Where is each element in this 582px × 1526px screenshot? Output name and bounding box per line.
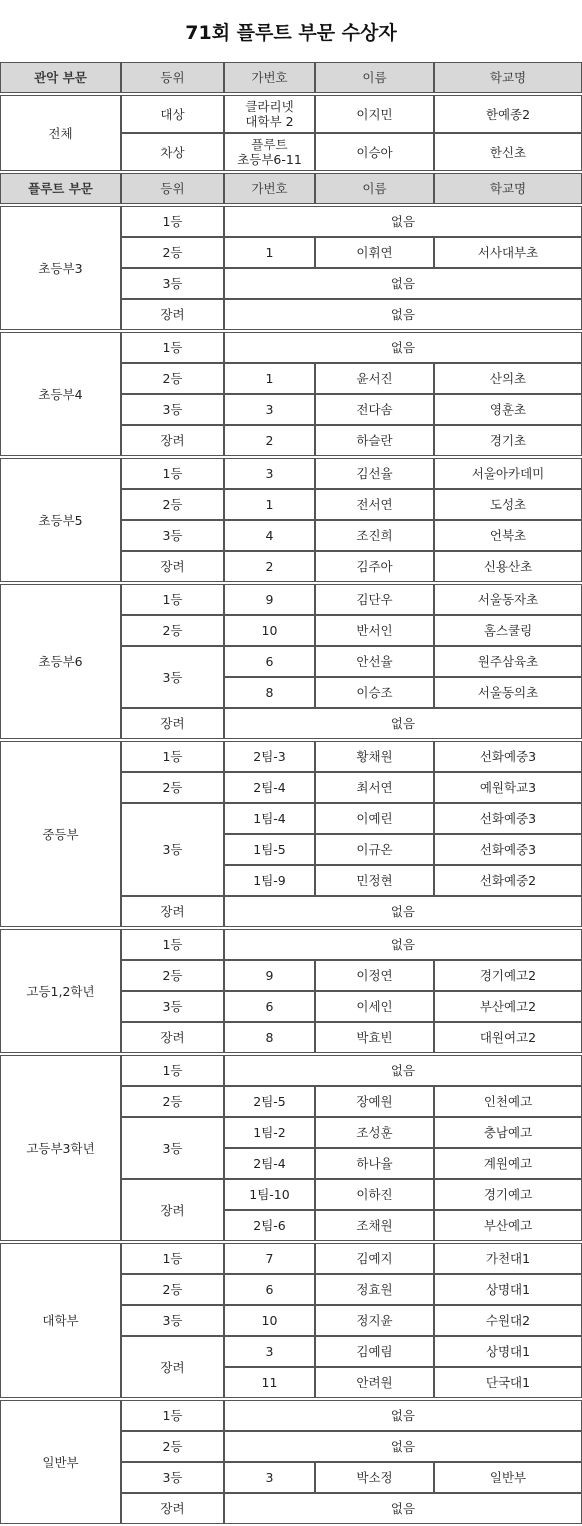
rank-cell: 1등 bbox=[121, 1243, 224, 1274]
table-row bbox=[0, 95, 582, 133]
rank-cell: 3등 bbox=[121, 991, 224, 1022]
table-row bbox=[0, 332, 582, 363]
rank-cell: 2등 bbox=[121, 363, 224, 394]
number-cell: 2팀-3 bbox=[224, 741, 315, 772]
school-cell: 도성초 bbox=[434, 489, 582, 520]
number-cell: 7 bbox=[224, 1243, 315, 1274]
name-cell: 김예림 bbox=[315, 1336, 434, 1367]
header-number: 가번호 bbox=[224, 62, 315, 93]
school-cell: 원주삼육초 bbox=[434, 646, 582, 677]
name-cell: 조채원 bbox=[315, 1210, 434, 1241]
name-cell: 이세인 bbox=[315, 991, 434, 1022]
rank-cell: 3등 bbox=[121, 646, 224, 708]
school-cell: 홈스쿨링 bbox=[434, 615, 582, 646]
number-cell: 10 bbox=[224, 615, 315, 646]
number-cell: 2팀-6 bbox=[224, 1210, 315, 1241]
rank-cell: 1등 bbox=[121, 1055, 224, 1086]
rank-cell: 3등 bbox=[121, 520, 224, 551]
category-cell: 대학부 bbox=[0, 1243, 121, 1398]
number-cell: 8 bbox=[224, 1022, 315, 1053]
none-cell: 없음 bbox=[224, 1431, 582, 1462]
school-cell: 신용산초 bbox=[434, 551, 582, 582]
number-cell: 8 bbox=[224, 677, 315, 708]
none-cell: 없음 bbox=[224, 1400, 582, 1431]
number-cell: 9 bbox=[224, 584, 315, 615]
school-cell: 서울동자초 bbox=[434, 584, 582, 615]
number-cell: 9 bbox=[224, 960, 315, 991]
number-cell: 3 bbox=[224, 1336, 315, 1367]
rank-cell: 대상 bbox=[121, 95, 224, 133]
number-cell: 2 bbox=[224, 551, 315, 582]
category-cell: 고등1,2학년 bbox=[0, 929, 121, 1053]
rank-cell: 장려 bbox=[121, 1179, 224, 1241]
name-cell: 최서연 bbox=[315, 772, 434, 803]
school-cell: 한예종2 bbox=[434, 95, 582, 133]
rank-cell: 1등 bbox=[121, 206, 224, 237]
rank-cell: 3등 bbox=[121, 268, 224, 299]
number-cell: 1 bbox=[224, 237, 315, 268]
school-cell: 인천예고 bbox=[434, 1086, 582, 1117]
number-cell: 3 bbox=[224, 1462, 315, 1493]
rank-cell: 1등 bbox=[121, 332, 224, 363]
rank-cell: 장려 bbox=[121, 1022, 224, 1053]
rank-cell: 1등 bbox=[121, 741, 224, 772]
name-cell: 전다솜 bbox=[315, 394, 434, 425]
name-cell: 이하진 bbox=[315, 1179, 434, 1210]
rank-cell: 1등 bbox=[121, 584, 224, 615]
table-row bbox=[0, 206, 582, 237]
school-cell: 언북초 bbox=[434, 520, 582, 551]
none-cell: 없음 bbox=[224, 1493, 582, 1524]
number-cell: 클라리넷 대학부 2 bbox=[224, 95, 315, 133]
number-cell: 1 bbox=[224, 363, 315, 394]
none-cell: 없음 bbox=[224, 708, 582, 739]
rank-cell: 3등 bbox=[121, 1305, 224, 1336]
school-cell: 경기예고 bbox=[434, 1179, 582, 1210]
name-cell: 민정현 bbox=[315, 865, 434, 896]
page-title: 71회 플루트 부문 수상자 bbox=[185, 21, 397, 44]
header-rank: 등위 bbox=[121, 173, 224, 204]
name-cell: 김단우 bbox=[315, 584, 434, 615]
school-cell: 상명대1 bbox=[434, 1274, 582, 1305]
category-cell: 중등부 bbox=[0, 741, 121, 927]
awards-table-wrapper bbox=[0, 62, 582, 1526]
category-cell: 고등부3학년 bbox=[0, 1055, 121, 1241]
header-category: 관악 부문 bbox=[0, 62, 121, 93]
rank-cell: 2등 bbox=[121, 960, 224, 991]
rank-cell: 2등 bbox=[121, 1086, 224, 1117]
school-cell: 경기초 bbox=[434, 425, 582, 456]
name-cell: 안려원 bbox=[315, 1367, 434, 1398]
number-cell: 2 bbox=[224, 425, 315, 456]
number-cell: 11 bbox=[224, 1367, 315, 1398]
number-cell: 10 bbox=[224, 1305, 315, 1336]
school-cell: 선화예중2 bbox=[434, 865, 582, 896]
category-cell: 일반부 bbox=[0, 1400, 121, 1524]
name-cell: 이지민 bbox=[315, 95, 434, 133]
number-cell: 3 bbox=[224, 458, 315, 489]
rank-cell: 2등 bbox=[121, 1431, 224, 1462]
number-cell: 1팀-5 bbox=[224, 834, 315, 865]
name-cell: 이규온 bbox=[315, 834, 434, 865]
name-cell: 박효빈 bbox=[315, 1022, 434, 1053]
number-cell: 1팀-4 bbox=[224, 803, 315, 834]
category-cell: 초등부6 bbox=[0, 584, 121, 739]
number-cell: 1 bbox=[224, 489, 315, 520]
number-cell: 4 bbox=[224, 520, 315, 551]
rank-cell: 3등 bbox=[121, 1462, 224, 1493]
none-cell: 없음 bbox=[224, 929, 582, 960]
none-cell: 없음 bbox=[224, 332, 582, 363]
number-cell: 2팀-4 bbox=[224, 772, 315, 803]
name-cell: 황채원 bbox=[315, 741, 434, 772]
number-cell: 1팀-2 bbox=[224, 1117, 315, 1148]
school-cell: 경기예고2 bbox=[434, 960, 582, 991]
name-cell: 이승조 bbox=[315, 677, 434, 708]
rank-cell: 장려 bbox=[121, 708, 224, 739]
rank-cell: 2등 bbox=[121, 615, 224, 646]
name-cell: 장예원 bbox=[315, 1086, 434, 1117]
school-cell: 서울동의초 bbox=[434, 677, 582, 708]
none-cell: 없음 bbox=[224, 206, 582, 237]
school-cell: 대원여고2 bbox=[434, 1022, 582, 1053]
school-cell: 수원대2 bbox=[434, 1305, 582, 1336]
rank-cell: 2등 bbox=[121, 237, 224, 268]
name-cell: 반서인 bbox=[315, 615, 434, 646]
rank-cell: 장려 bbox=[121, 1493, 224, 1524]
none-cell: 없음 bbox=[224, 299, 582, 330]
table-row bbox=[0, 929, 582, 960]
rank-cell: 장려 bbox=[121, 299, 224, 330]
school-cell: 한신초 bbox=[434, 133, 582, 171]
header-rank: 등위 bbox=[121, 62, 224, 93]
name-cell: 이정연 bbox=[315, 960, 434, 991]
name-cell: 이휘연 bbox=[315, 237, 434, 268]
number-cell: 6 bbox=[224, 991, 315, 1022]
none-cell: 없음 bbox=[224, 1055, 582, 1086]
table-row bbox=[0, 741, 582, 772]
number-cell: 2팀-4 bbox=[224, 1148, 315, 1179]
name-cell: 하나율 bbox=[315, 1148, 434, 1179]
name-cell: 박소정 bbox=[315, 1462, 434, 1493]
school-cell: 예원학교3 bbox=[434, 772, 582, 803]
name-cell: 정효원 bbox=[315, 1274, 434, 1305]
school-cell: 선화예중3 bbox=[434, 741, 582, 772]
school-cell: 서사대부초 bbox=[434, 237, 582, 268]
header-category: 플루트 부문 bbox=[0, 173, 121, 204]
rank-cell: 2등 bbox=[121, 489, 224, 520]
rank-cell: 2등 bbox=[121, 772, 224, 803]
category-cell: 초등부4 bbox=[0, 332, 121, 456]
name-cell: 조성훈 bbox=[315, 1117, 434, 1148]
none-cell: 없음 bbox=[224, 896, 582, 927]
table-row bbox=[0, 458, 582, 489]
name-cell: 김선율 bbox=[315, 458, 434, 489]
name-cell: 조진희 bbox=[315, 520, 434, 551]
school-cell: 일반부 bbox=[434, 1462, 582, 1493]
number-cell: 플루트 초등부6-11 bbox=[224, 133, 315, 171]
category-cell: 초등부3 bbox=[0, 206, 121, 330]
category-cell: 초등부5 bbox=[0, 458, 121, 582]
header-school: 학교명 bbox=[434, 173, 582, 204]
name-cell: 김주아 bbox=[315, 551, 434, 582]
number-cell: 1팀-10 bbox=[224, 1179, 315, 1210]
name-cell: 안선율 bbox=[315, 646, 434, 677]
name-cell: 이승아 bbox=[315, 133, 434, 171]
school-cell: 부산예고 bbox=[434, 1210, 582, 1241]
rank-cell: 1등 bbox=[121, 929, 224, 960]
rank-cell: 장려 bbox=[121, 896, 224, 927]
rank-cell: 1등 bbox=[121, 1400, 224, 1431]
table-row bbox=[0, 1055, 582, 1086]
school-cell: 산의초 bbox=[434, 363, 582, 394]
school-cell: 상명대1 bbox=[434, 1336, 582, 1367]
number-cell: 2팀-5 bbox=[224, 1086, 315, 1117]
table-row bbox=[0, 1243, 582, 1274]
rank-cell: 장려 bbox=[121, 551, 224, 582]
rank-cell: 3등 bbox=[121, 803, 224, 896]
name-cell: 정지윤 bbox=[315, 1305, 434, 1336]
name-cell: 하슬란 bbox=[315, 425, 434, 456]
awards-table bbox=[0, 62, 582, 1526]
school-cell: 선화예중3 bbox=[434, 803, 582, 834]
school-cell: 단국대1 bbox=[434, 1367, 582, 1398]
rank-cell: 1등 bbox=[121, 458, 224, 489]
header-row bbox=[0, 62, 582, 93]
name-cell: 이예린 bbox=[315, 803, 434, 834]
none-cell: 없음 bbox=[224, 268, 582, 299]
header-number: 가번호 bbox=[224, 173, 315, 204]
header-row bbox=[0, 173, 582, 204]
name-cell: 김예지 bbox=[315, 1243, 434, 1274]
school-cell: 선화예중3 bbox=[434, 834, 582, 865]
number-cell: 6 bbox=[224, 646, 315, 677]
number-cell: 6 bbox=[224, 1274, 315, 1305]
school-cell: 충남예고 bbox=[434, 1117, 582, 1148]
table-row bbox=[0, 584, 582, 615]
table-row bbox=[0, 1400, 582, 1431]
rank-cell: 2등 bbox=[121, 1274, 224, 1305]
header-school: 학교명 bbox=[434, 62, 582, 93]
number-cell: 1팀-9 bbox=[224, 865, 315, 896]
school-cell: 영훈초 bbox=[434, 394, 582, 425]
rank-cell: 3등 bbox=[121, 1117, 224, 1179]
category-cell: 전체 bbox=[0, 95, 121, 171]
header-name: 이름 bbox=[315, 62, 434, 93]
rank-cell: 차상 bbox=[121, 133, 224, 171]
name-cell: 전서연 bbox=[315, 489, 434, 520]
school-cell: 서울아카데미 bbox=[434, 458, 582, 489]
name-cell: 윤서진 bbox=[315, 363, 434, 394]
rank-cell: 장려 bbox=[121, 425, 224, 456]
rank-cell: 장려 bbox=[121, 1336, 224, 1398]
school-cell: 부산예고2 bbox=[434, 991, 582, 1022]
school-cell: 가천대1 bbox=[434, 1243, 582, 1274]
number-cell: 3 bbox=[224, 394, 315, 425]
rank-cell: 3등 bbox=[121, 394, 224, 425]
school-cell: 계원예고 bbox=[434, 1148, 582, 1179]
header-name: 이름 bbox=[315, 173, 434, 204]
